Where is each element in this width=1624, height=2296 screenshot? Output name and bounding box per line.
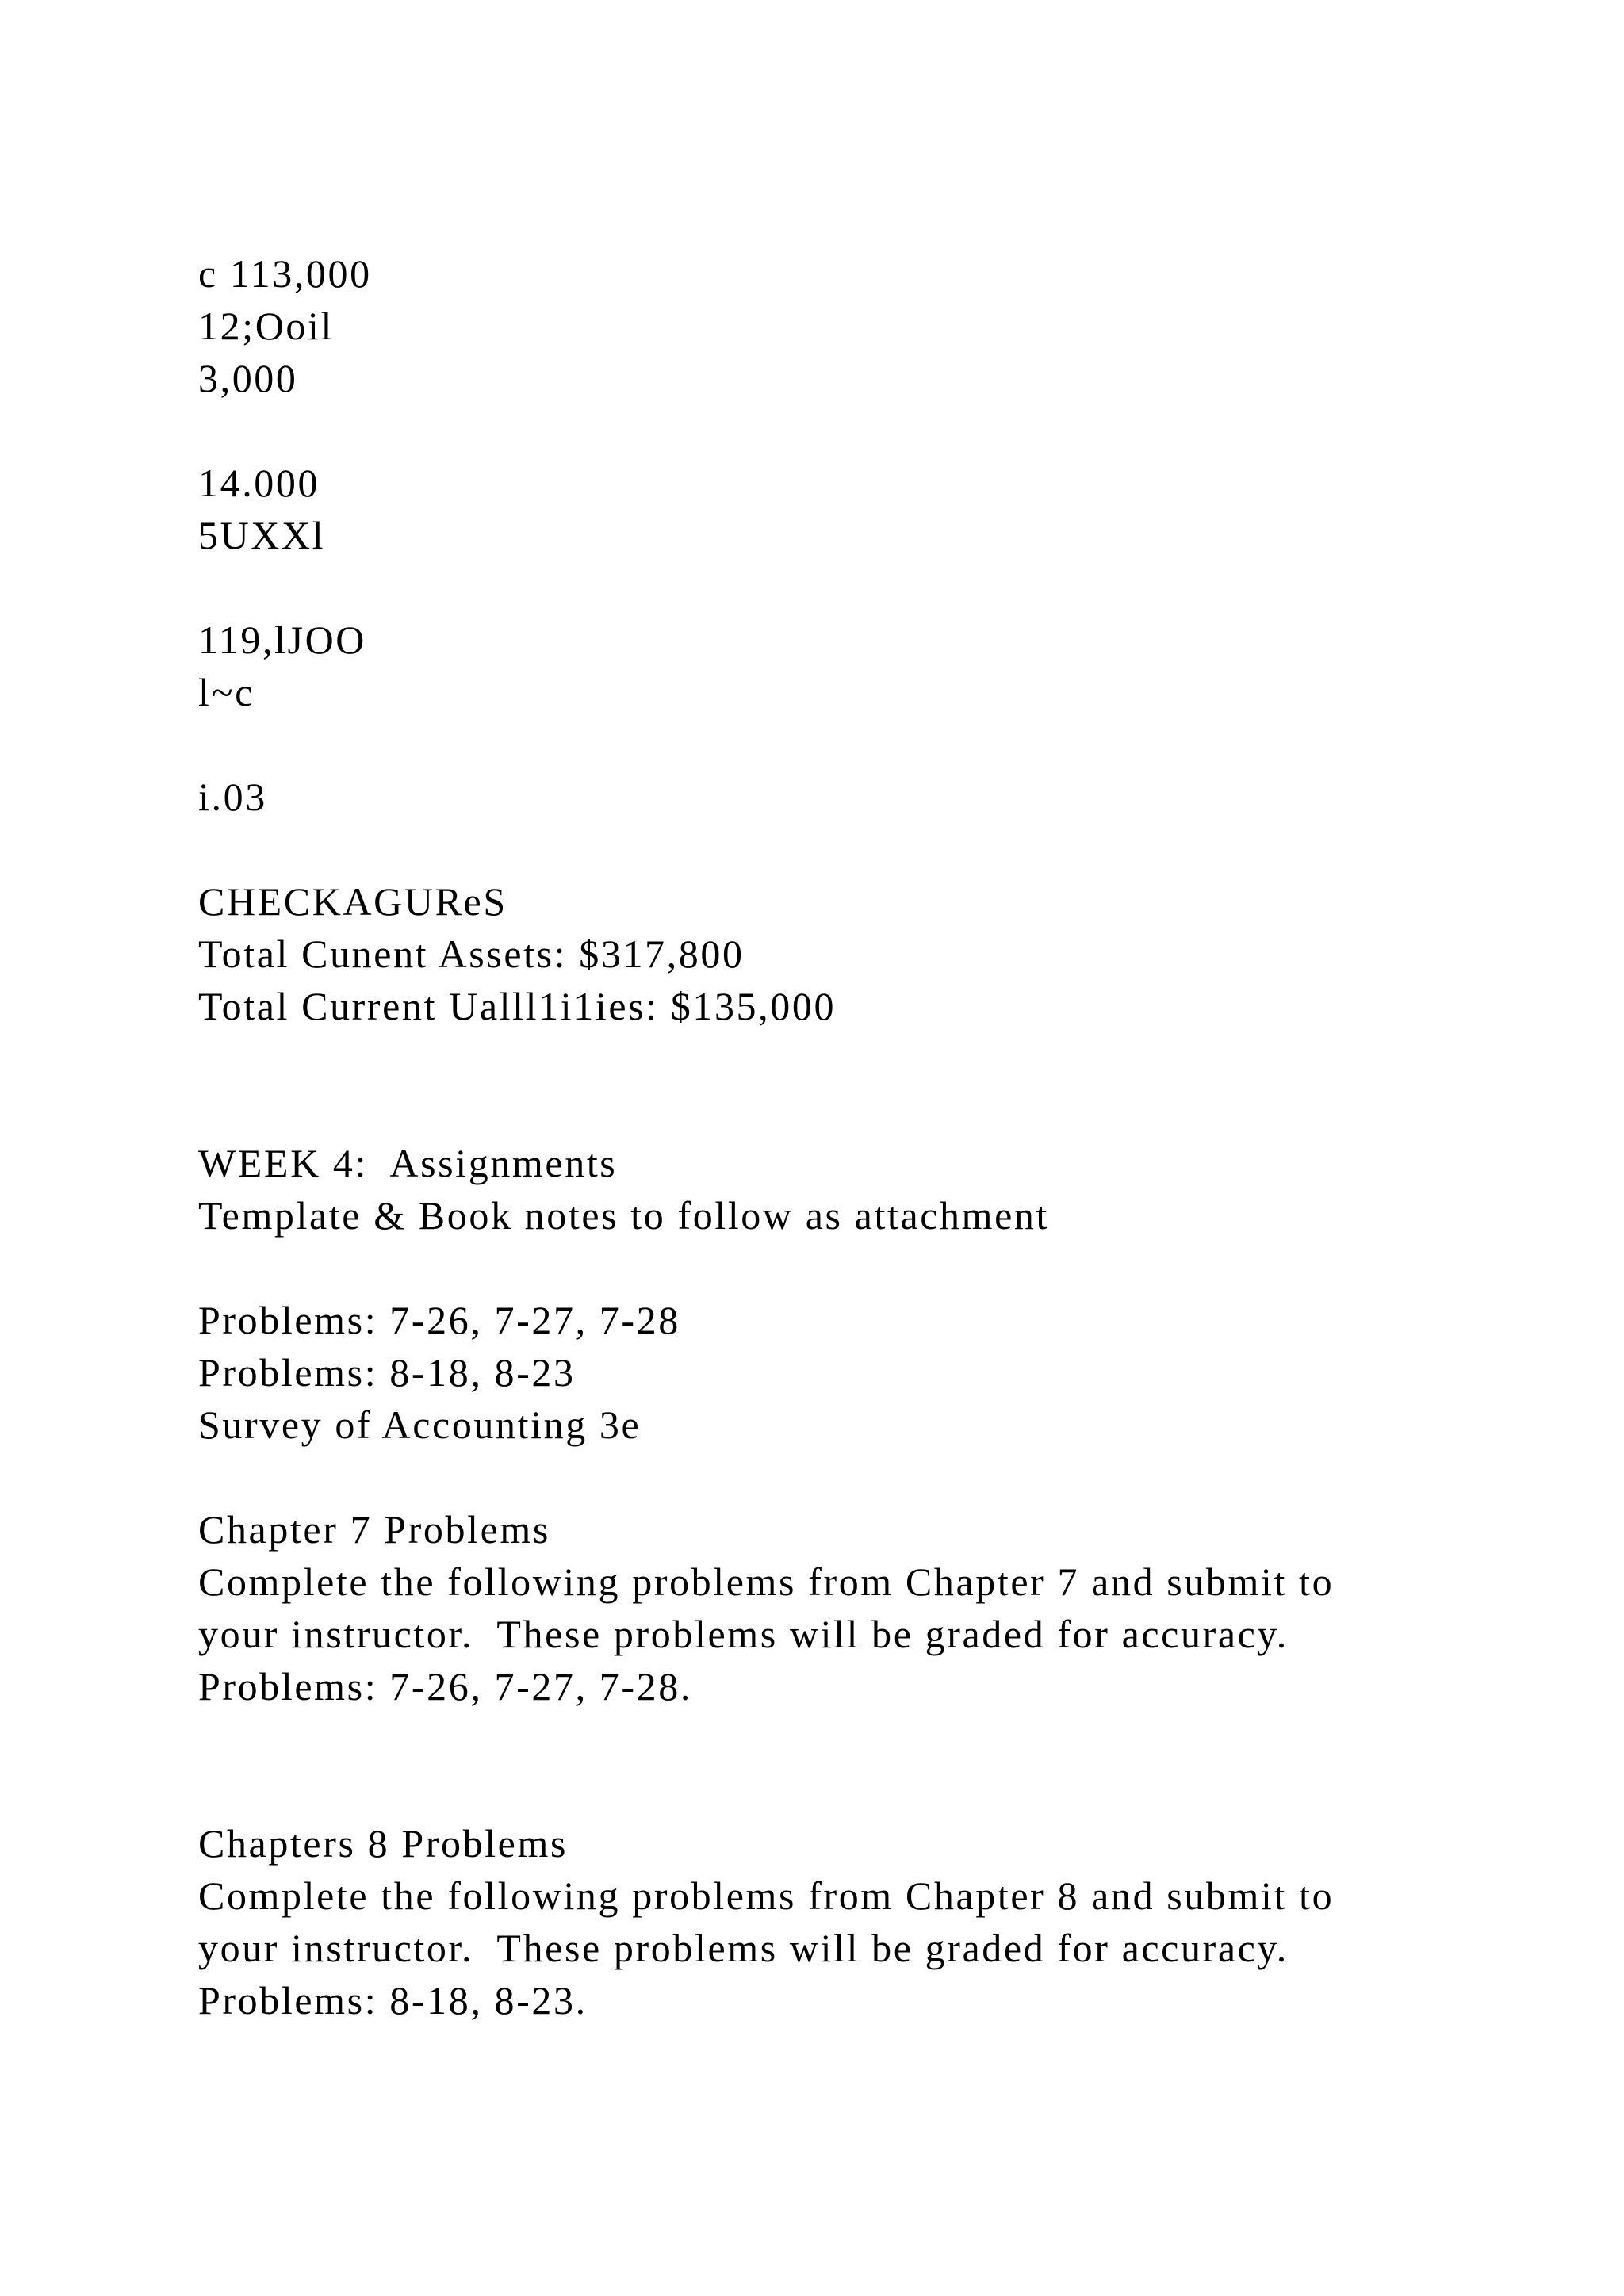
figure-line: l~c (198, 670, 255, 714)
chapter8-text: Complete the following problems from Chapter 8 and submit to (198, 1873, 1335, 1918)
chapter7-text: Problems: 7-26, 7-27, 7-28. (198, 1664, 692, 1709)
total-current-liabilities: Total Current Ualll1i1ies: $135,000 (198, 984, 837, 1028)
week-note: Template & Book notes to follow as attachment (198, 1193, 1050, 1238)
figure-line: 12;Ooil (198, 304, 334, 348)
figure-line: i.03 (198, 775, 267, 819)
week-title: WEEK 4: Assignments (198, 1141, 618, 1185)
chapter7-text: your instructor. These problems will be graded for accuracy. (198, 1612, 1289, 1656)
total-current-assets: Total Cunent Assets: $317,800 (198, 932, 745, 976)
figure-line: 119,lJOO (198, 618, 367, 662)
chapter8-text: your instructor. These problems will be graded for accuracy. (198, 1926, 1289, 1970)
problems-list-item: Survey of Accounting 3e (198, 1402, 642, 1447)
chapter8-text: Problems: 8-18, 8-23. (198, 1978, 588, 2022)
figure-line: c 113,000 (198, 251, 372, 296)
problems-list-item: Problems: 7-26, 7-27, 7-28 (198, 1298, 680, 1342)
check-figures-heading: CHECKAGUReS (198, 879, 508, 924)
chapter7-text: Complete the following problems from Chapter 7 and submit to (198, 1559, 1335, 1604)
chapter7-heading: Chapter 7 Problems (198, 1507, 550, 1552)
figure-line: 5UXXl (198, 513, 326, 557)
chapter8-heading: Chapters 8 Problems (198, 1821, 569, 1866)
problems-list-item: Problems: 8-18, 8-23 (198, 1350, 576, 1395)
figure-line: 3,000 (198, 356, 298, 400)
figure-line: 14.000 (198, 461, 320, 505)
